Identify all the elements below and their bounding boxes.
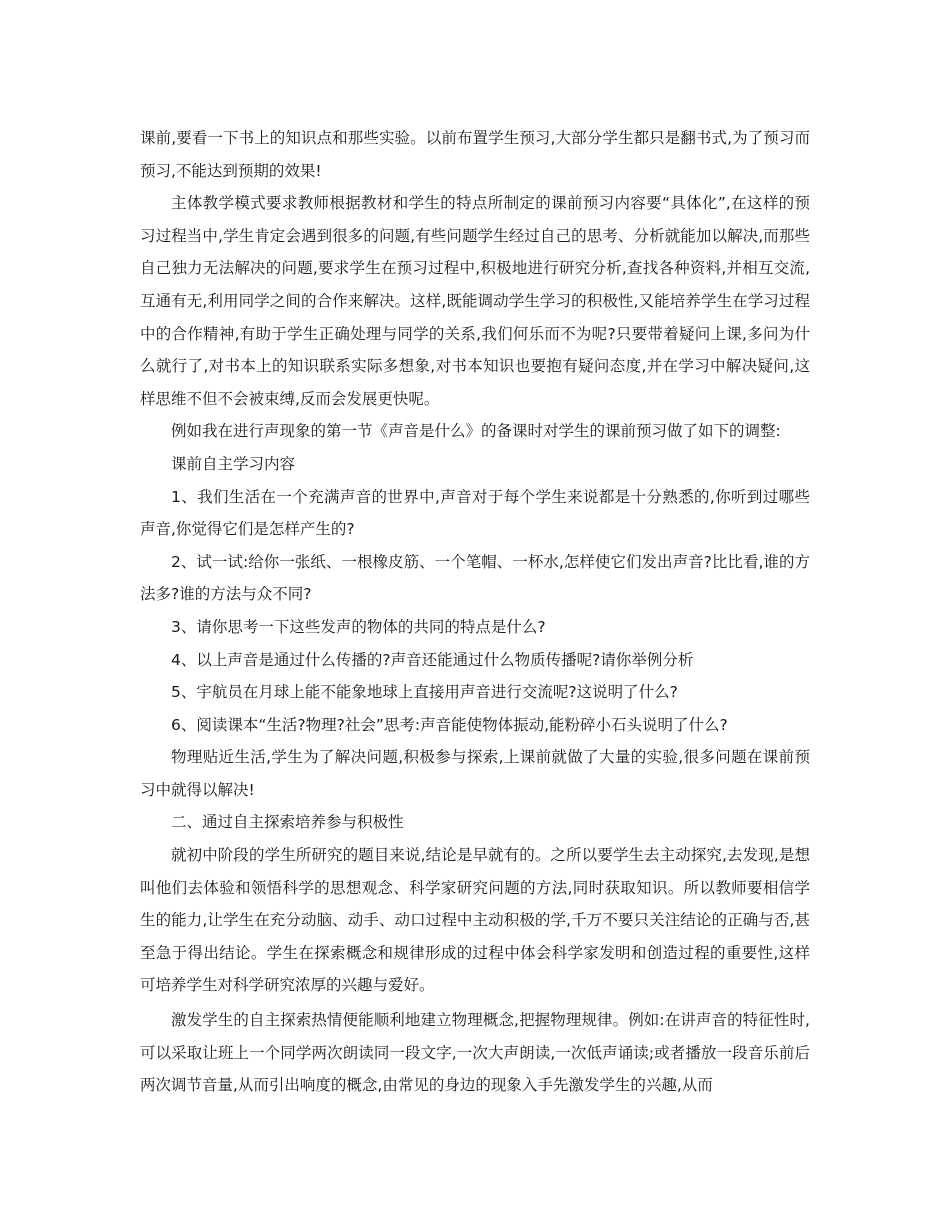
paragraph-inquiry: 就初中阶段的学生所研究的题目来说,结论是早就有的。之所以要学生去主动探究,去发现,是想叫他们去体验和领悟科学的思想观念、科学家研究问题的方法,同时获取知识。所以教师要相信学生的能力,让学生在充分动脑、动手、动口过程中主动积极的学,千万不要只关注结论的正确与否,甚至急于得出结论。学生在探索概念和规律形成的过程中体会科学家发明和创造过程的重要性,这样可培养学生对科学研究浓厚的兴趣与爱好。 [140, 846, 810, 995]
document-body [140, 122, 810, 1102]
list-item-3: 3、请你思考一下这些发声的物体的共同的特点是什么? [171, 617, 546, 636]
paragraph-motivation: 激发学生的自主探索热情便能顺利地建立物理概念,把握物理规律。例如:在讲声音的特征性时,可以采取让班上一个同学两次朗读同一段文字,一次大声朗读,一次低声诵读;或者播放一段音乐前后两次调节音量,从而引出响度的概念,由常见的身边的现象入手先激发学生的兴趣,从而 [140, 1011, 810, 1095]
list-item-5: 5、宇航员在月球上能不能象地球上直接用声音进行交流呢?这说明了什么? [171, 683, 678, 702]
section-heading-2: 二、通过自主探索培养参与积极性 [171, 813, 404, 832]
list-item-1: 1、我们生活在一个充满声音的世界中,声音对于每个学生来说都是十分熟悉的,你听到过哪些声音,你觉得它们是怎样产生的? [140, 487, 810, 539]
paragraph-example-intro: 例如我在进行声现象的第一节《声音是什么》的备课时对学生的课前预习做了如下的调整: [171, 422, 781, 441]
paragraph-self-study-heading: 课前自主学习内容 [171, 454, 296, 473]
paragraph-subject-model: 主体教学模式要求教师根据教材和学生的特点所制定的课前预习内容要“具体化”,在这样的预习过程当中,学生肯定会遇到很多的问题,有些问题学生经过自己的思考、分析就能加以解决,而那些自己独力无法解决的问题,要求学生在预习过程中,积极地进行研究分析,查找各种资料,并相互交流,互通有无,利用同学之间的合作来解决。这样,既能调动学生学习的积极性,又能培养学生在学习过程中的合作精神,有助于学生正确处理与同学的关系,我们何乐而不为呢?只要带着疑问上课,多问为什么就行了,对书本上的知识联系实际多想象,对书本知识也要抱有疑问态度,并在学习中解决疑问,这样思维不但不会被束缚,反而会发展更快呢。 [140, 194, 810, 408]
list-item-4: 4、以上声音是通过什么传播的?声音还能通过什么物质传播呢?请你举例分析 [171, 650, 694, 669]
list-item-2: 2、试一试:给你一张纸、一根橡皮筋、一个笔帽、一杯水,怎样使它们发出声音?比比看,谁的方法多?谁的方法与众不同? [140, 552, 810, 604]
paragraph-physics-life: 物理贴近生活,学生为了解决问题,积极参与探索,上课前就做了大量的实验,很多问题在课前预习中就得以解决! [140, 748, 810, 799]
paragraph-preview-habit: 课前,要看一下书上的知识点和那些实验。以前布置学生预习,大部分学生都只是翻书式,为了预习而预习,不能达到预期的效果! [140, 129, 810, 180]
list-item-6: 6、阅读课本“生活?物理?社会”思考:声音能使物体振动,能粉碎小石头说明了什么? [171, 715, 728, 734]
